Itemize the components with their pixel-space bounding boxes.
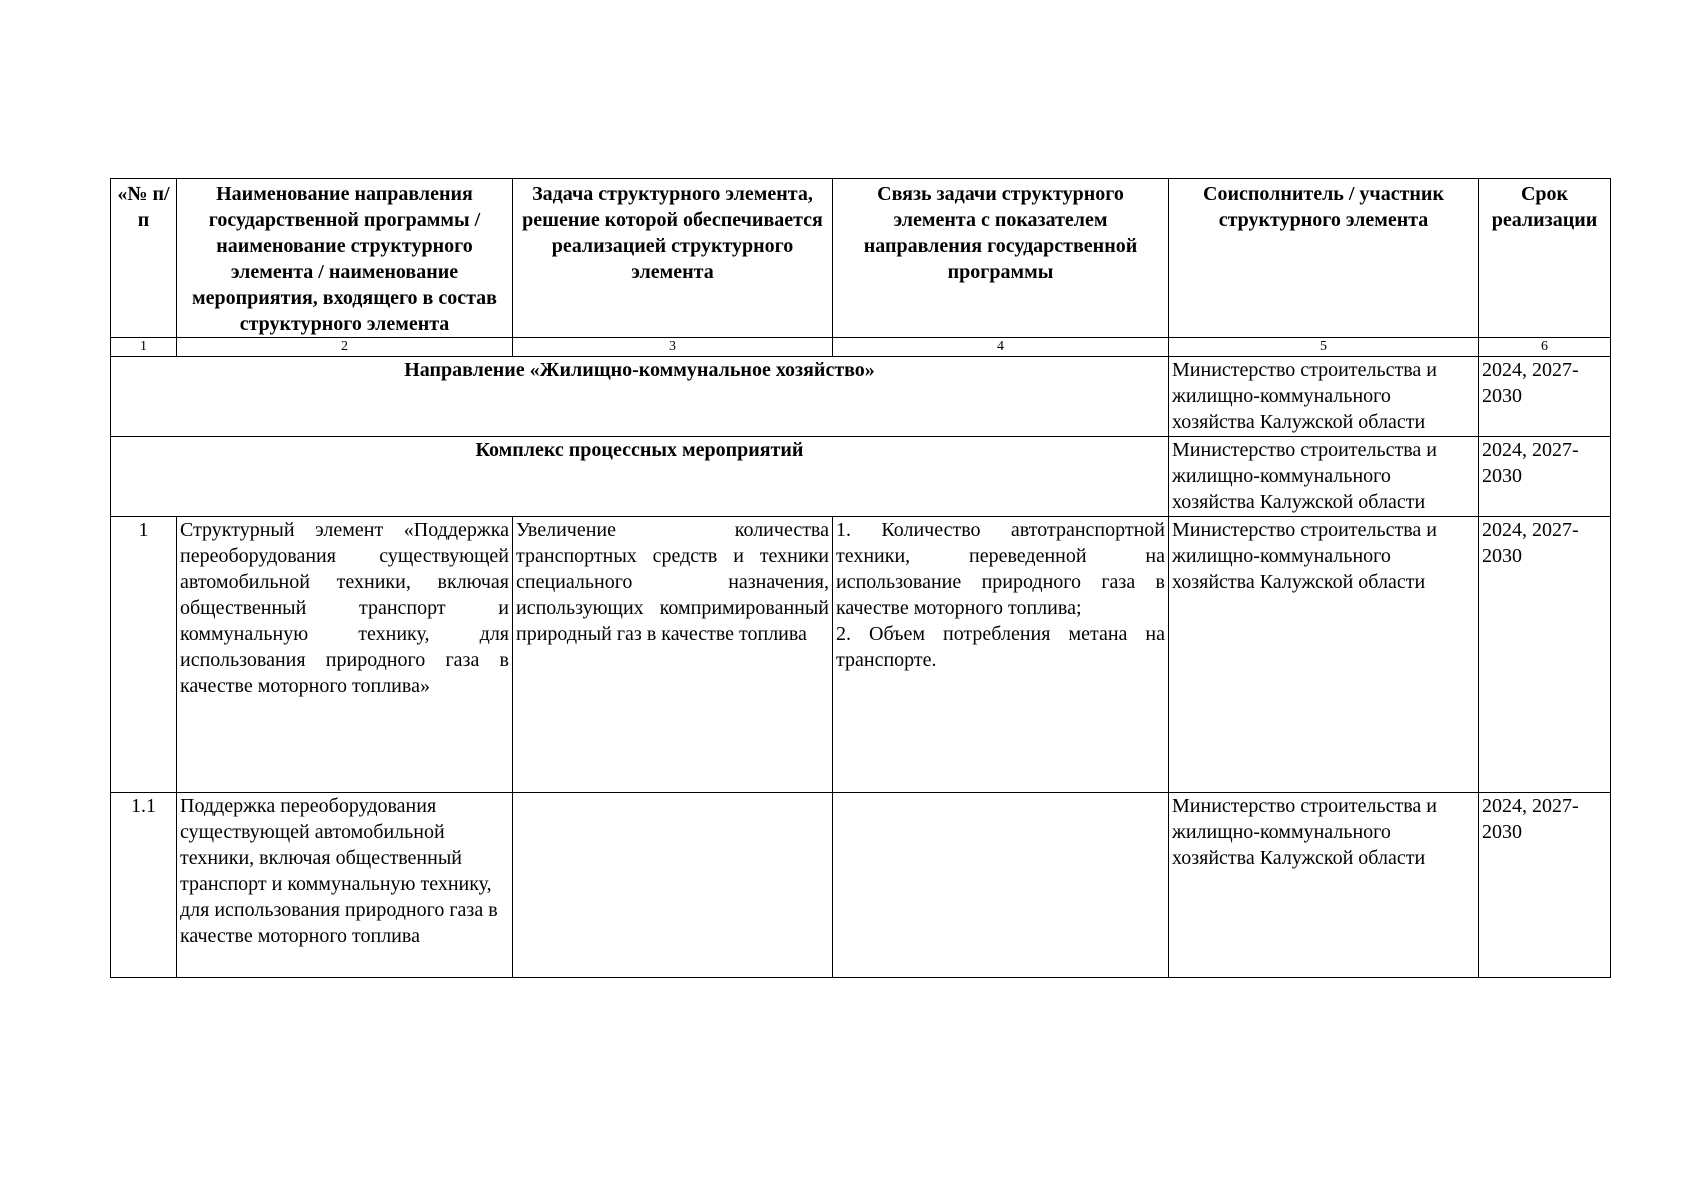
row-executor: Министерство строительства и жилищно-коммунального хозяйства Калужской области — [1169, 517, 1479, 793]
section-term: 2024, 2027-2030 — [1479, 357, 1611, 437]
header-number: «№ п/п — [111, 179, 177, 338]
section-title: Комплекс процессных мероприятий — [111, 437, 1169, 517]
header-executor: Соисполнитель / участник структурного элемента — [1169, 179, 1479, 338]
row-name: Структурный элемент «Поддержка переоборудования существующей автомобильной техники, включая общественный транспорт и коммунальную технику, для использования природного газа в качестве моторного топлива» — [177, 517, 513, 793]
table-row — [111, 793, 1611, 978]
row-term: 2024, 2027-2030 — [1479, 517, 1611, 793]
column-number-row — [111, 338, 1611, 357]
section-executor: Министерство строительства и жилищно-коммунального хозяйства Калужской области — [1169, 437, 1479, 517]
column-number: 2 — [177, 338, 513, 357]
header-term: Срок реализации — [1479, 179, 1611, 338]
column-number: 6 — [1479, 338, 1611, 357]
row-link-item: 1. Количество автотранспортной техники, переведенной на использование природного газа в качестве моторного топлива; — [836, 519, 1165, 619]
row-executor: Министерство строительства и жилищно-коммунального хозяйства Калужской области — [1169, 793, 1479, 978]
row-link — [833, 517, 1169, 793]
section-term: 2024, 2027-2030 — [1479, 437, 1611, 517]
program-table — [110, 178, 1611, 978]
column-number: 3 — [513, 338, 833, 357]
column-number: 4 — [833, 338, 1169, 357]
section-executor: Министерство строительства и жилищно-коммунального хозяйства Калужской области — [1169, 357, 1479, 437]
row-task: Увеличение количества транспортных средств и техники специального назначения, использующих компримированный природный газ в качестве топлива — [513, 517, 833, 793]
row-name: Поддержка переоборудования существующей автомобильной техники, включая общественный транспорт и коммунальную технику, для использования природного газа в качестве моторного топлива — [177, 793, 513, 978]
table-header-row — [111, 179, 1611, 338]
row-number: 1 — [111, 517, 177, 793]
section-title: Направление «Жилищно-коммунальное хозяйство» — [111, 357, 1169, 437]
header-name: Наименование направления государственной программы / наименование структурного элемента / наименование мероприятия, входящего в состав структурного элемента — [177, 179, 513, 338]
section-row-complex — [111, 437, 1611, 517]
table-row — [111, 517, 1611, 793]
column-number: 5 — [1169, 338, 1479, 357]
header-link: Связь задачи структурного элемента с показателем направления государственной программы — [833, 179, 1169, 338]
row-link — [833, 793, 1169, 978]
row-number: 1.1 — [111, 793, 177, 978]
header-task: Задача структурного элемента, решение которой обеспечивается реализацией структурного элемента — [513, 179, 833, 338]
row-task — [513, 793, 833, 978]
row-link-item: 2. Объем потребления метана на транспорте. — [836, 623, 1165, 671]
row-term: 2024, 2027-2030 — [1479, 793, 1611, 978]
section-row-direction — [111, 357, 1611, 437]
column-number: 1 — [111, 338, 177, 357]
